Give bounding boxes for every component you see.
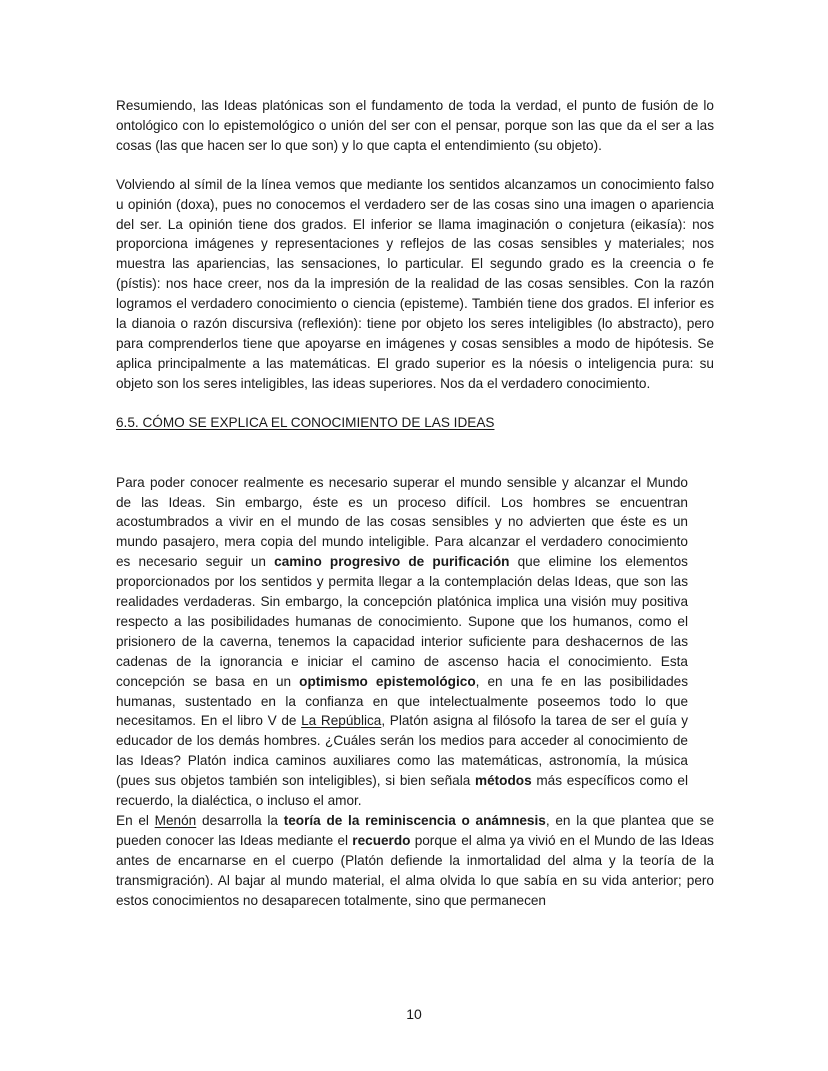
bold-term-reminiscence-theory: teoría de la reminiscencia o anámnesis (283, 813, 546, 828)
section-heading: 6.5. CÓMO SE EXPLICA EL CONOCIMIENTO DE LAS IDEAS (116, 414, 495, 430)
bold-term-purification-path: camino progresivo de purificación (274, 554, 510, 570)
text-run: , en una fe en las posibilidades humanas, sustentado en la confianza en que intelectualmente poseemos todo lo que necesitamos. En el libro V de (116, 673, 688, 729)
paragraph-spacer (116, 156, 714, 175)
heading-spacer (116, 433, 714, 473)
paragraph-spacer (116, 394, 714, 413)
paragraph-line-simile: Volviendo al símil de la línea vemos que mediante los sentidos alcanzamos un conocimiento falso u opinión (doxa), pues no conocemos el verdadero ser de las cosas sino una imagen o apariencia del ser. La opinión tiene dos grados. El inferior se llama imaginación o conjetura (eikasía): nos proporciona imágenes y representaciones y reflejos de las cosas sensibles y materiales; nos muestra las apariencias, las sensaciones, lo particular. El segundo grado es la creencia o fe (pístis): nos hace creer, nos da la impresión de la realidad de las cosas sensibles. Con la razón logramos el verdadero conocimiento o ciencia (episteme). También tiene dos grados. El inferior es la dianoia o razón discursiva (reflexión): tiene por objeto los seres inteligibles (lo abstracto), pero para comprenderlos tiene que apoyarse en imágenes y cosas sensibles a modo de hipótesis. Se aplica principalmente a las matemáticas. El grado superior es la nóesis o inteligencia pura: su objeto son los seres inteligibles, las ideas superiores. Nos da el verdadero conocimiento. (116, 176, 714, 391)
paragraph-summary: Resumiendo, las Ideas platónicas son el fundamento de toda la verdad, el punto de fusión de lo ontológico con lo epistemológico o unión del ser con el pensar, porque son las que da el ser a las cosas (las que hacen ser lo que son) y lo que capta el entendimiento (su objeto). (116, 98, 714, 153)
text-run: desarrolla la (196, 813, 284, 828)
bold-term-epistemological-optimism: optimismo epistemológico (299, 673, 476, 689)
page-number: 10 (406, 1006, 422, 1022)
text-run: que elimine los elementos proporcionados por los sentidos y permita llegar a la contemplación delas Ideas, que son las realidades verdaderas. Sin embargo, la concepción platónica implica una visión muy positiva respecto a las posibilidades humanas de conocimiento. Supone que los humanos, como el prisionero de la caverna, tenemos la capacidad interior suficiente para deshacernos de las cadenas de la ignorancia e iniciar el camino de ascenso hacia el conocimiento. Esta concepción se basa en un (116, 554, 688, 689)
paragraph-knowledge-of-ideas (116, 473, 688, 811)
text-run: , Platón asigna al filósofo la tarea de ser el guía y educador de los demás hombres. ¿Cuáles serán los medios para acceder al conocimiento de las Ideas? Platón indica caminos auxiliares como las matemáticas, astronomía, la música (pues sus objetos también son inteligibles), si bien señala (116, 713, 688, 789)
paragraph-reminiscence (116, 811, 714, 911)
bold-term-recollection: recuerdo (352, 832, 411, 848)
bold-term-methods: métodos (475, 773, 532, 789)
book-title-republic: La República (301, 713, 382, 729)
text-run: En el (116, 813, 155, 828)
text-run: , en la que plantea que se pueden conocer las Ideas mediante el (116, 813, 715, 848)
text-run: Para poder conocer realmente es necesario superar el mundo sensible y alcanzar el Mundo de las Ideas. Sin embargo, éste es un proceso difícil. Los hombres se encuentran acostumbrados a vivir en el mundo de las cosas sensibles y no advierten que éste es un mundo pasajero, mera copia del mundo inteligible. Para alcanzar el verdadero conocimiento es necesario seguir un (116, 474, 688, 570)
text-run: porque el alma ya vivió en el Mundo de las Ideas antes de encarnarse en el cuerpo (Platón defiende la inmortalidad del alma y la teoría de la transmigración). Al bajar al mundo material, el alma olvida lo que sabía en su vida anterior; pero estos conocimientos no desaparecen totalmente, sino que permanecen (116, 832, 714, 908)
book-title-meno: Menón (154, 813, 197, 828)
text-run: más específicos como el recuerdo, la dialéctica, o incluso el amor. (116, 773, 688, 809)
document-page (116, 96, 714, 911)
